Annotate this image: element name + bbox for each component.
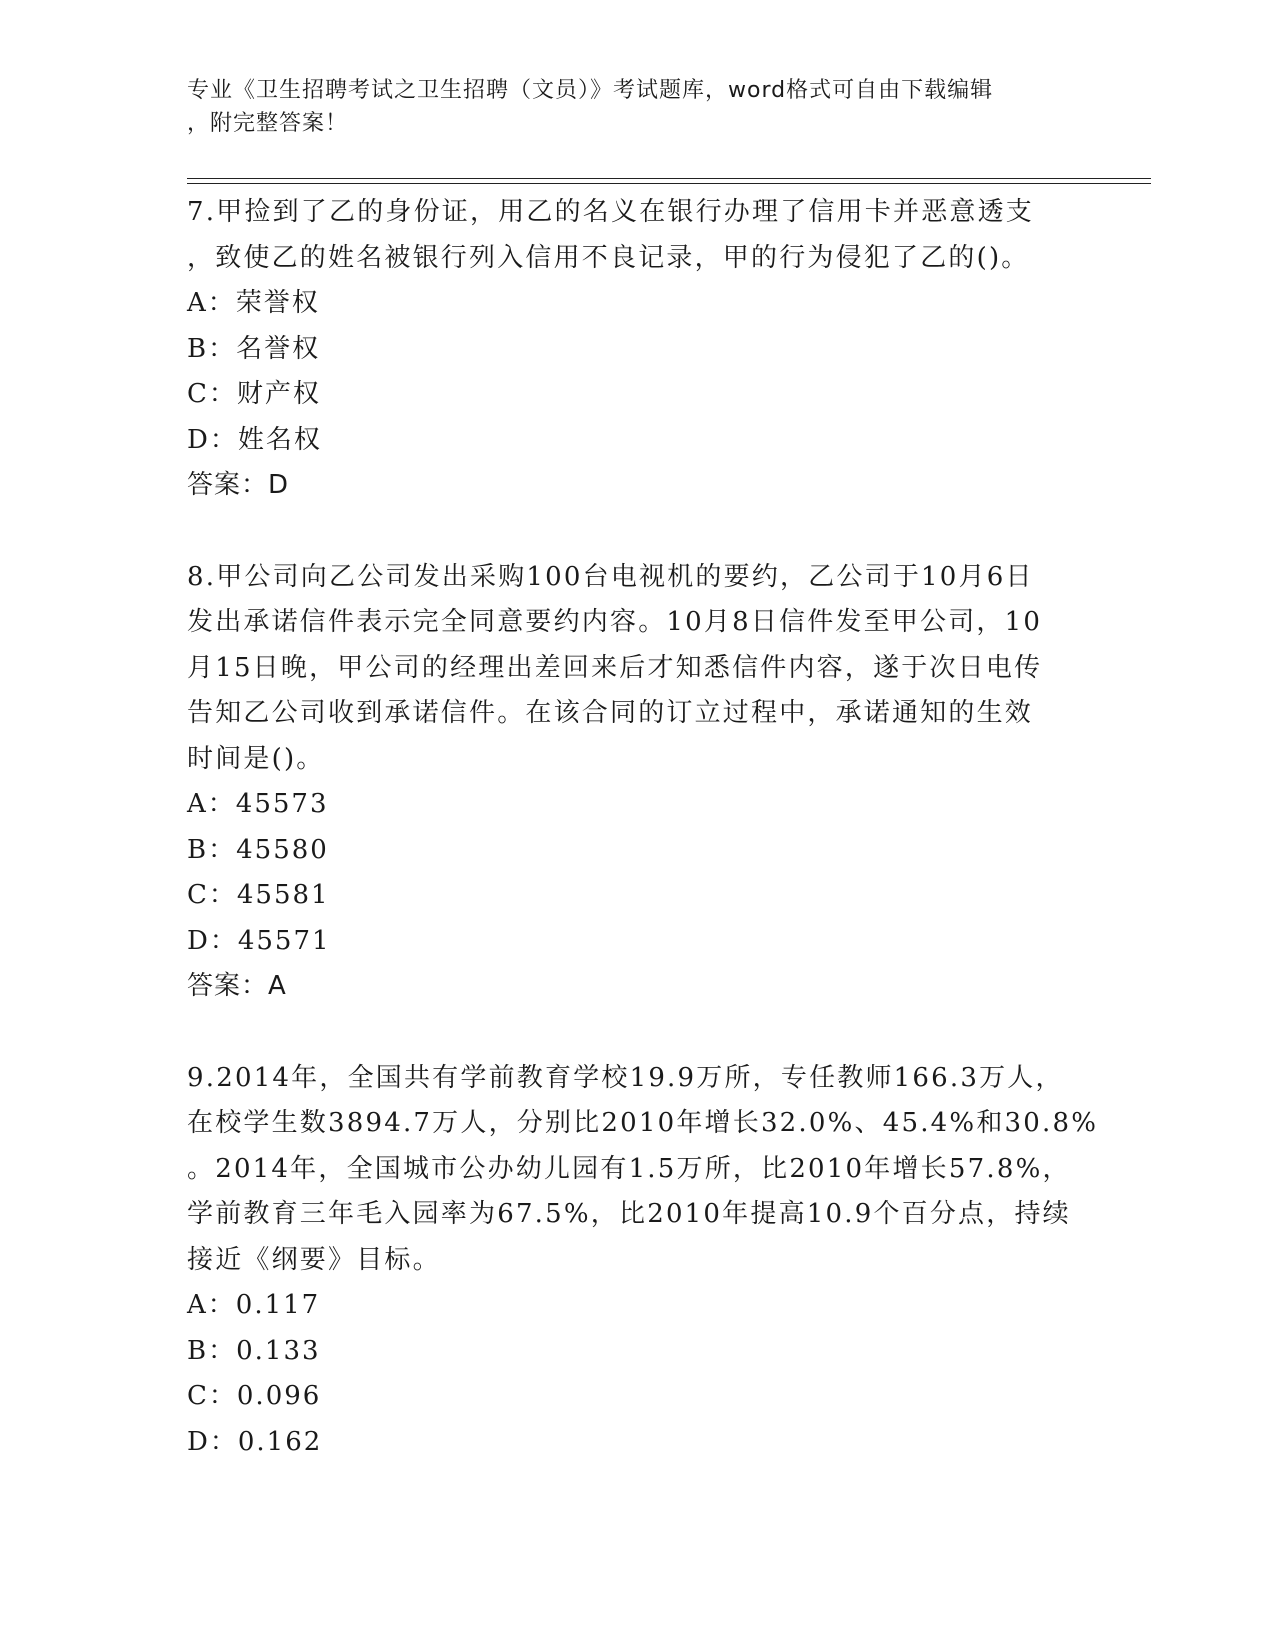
question-text-line: 月15日晚，甲公司的经理出差回来后才知悉信件内容，遂于次日电传 — [187, 652, 1043, 683]
question-text-line: 9.2014年，全国共有学前教育学校19.9万所，专任教师166.3万人， — [187, 1062, 1064, 1093]
question-text-line: 。2014年，全国城市公办幼儿园有1.5万所，比2010年增长57.8%， — [187, 1153, 1071, 1184]
option-a: A：荣誉权 — [187, 288, 320, 318]
header-divider-bottom — [187, 183, 1151, 184]
question-spacer — [187, 1010, 1117, 1056]
question-text-line: 时间是()。 — [187, 743, 325, 774]
question-text-line: 学前教育三年毛入园率为67.5%，比2010年提高10.9个百分点，持续 — [187, 1199, 1071, 1229]
question-spacer — [187, 509, 1117, 555]
question-9 — [187, 1056, 1117, 1466]
option-b: B：0.133 — [187, 1335, 321, 1366]
answer-text: 答案：A — [187, 971, 287, 1001]
question-list — [187, 190, 1117, 1465]
option-d: D：45571 — [187, 925, 331, 956]
question-8 — [187, 555, 1117, 1010]
option-a: A：0.117 — [187, 1290, 321, 1320]
option-d: D：姓名权 — [187, 424, 322, 455]
option-c: C：财产权 — [187, 379, 321, 409]
document-header — [187, 74, 1067, 140]
question-text-line: 在校学生数3894.7万人，分别比2010年增长32.0%、45.4%和30.8% — [187, 1108, 1099, 1138]
header-line-1: 专业《卫生招聘考试之卫生招聘（文员）》考试题库，word格式可自由下载编辑 — [187, 78, 994, 103]
header-line-2: ，附完整答案！ — [187, 111, 349, 136]
option-c: C：0.096 — [187, 1381, 322, 1411]
question-7 — [187, 190, 1117, 509]
option-b: B：45580 — [187, 834, 329, 865]
option-a: A：45573 — [187, 789, 329, 819]
question-text-line: 接近《纲要》目标。 — [187, 1244, 441, 1275]
header-divider-top — [187, 178, 1151, 179]
option-d: D：0.162 — [187, 1426, 323, 1457]
answer-text: 答案：D — [187, 470, 290, 500]
option-b: B：名誉权 — [187, 333, 321, 364]
question-text-line: 告知乙公司收到承诺信件。在该合同的订立过程中，承诺通知的生效 — [187, 698, 1034, 728]
question-text-line: 发出承诺信件表示完全同意要约内容。10月8日信件发至甲公司，10 — [187, 607, 1043, 637]
question-text-line: ，致使乙的姓名被银行列入信用不良记录，甲的行为侵犯了乙的()。 — [187, 242, 1030, 273]
question-text-line: 8.甲公司向乙公司发出采购100台电视机的要约，乙公司于10月6日 — [187, 561, 1034, 592]
option-c: C：45581 — [187, 880, 330, 910]
question-text-line: 7.甲捡到了乙的身份证，用乙的名义在银行办理了信用卡并恶意透支 — [187, 197, 1035, 227]
